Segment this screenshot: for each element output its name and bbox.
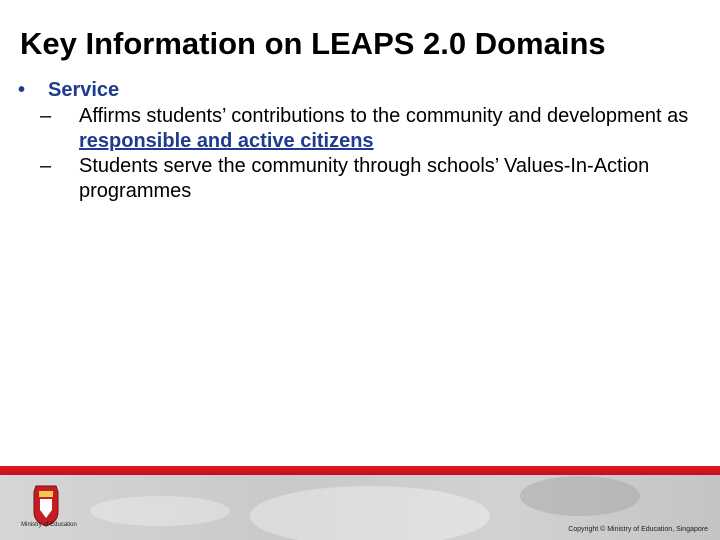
slide-title: Key Information on LEAPS 2.0 Domains	[20, 26, 606, 61]
highlighted-phrase: responsible and active citizens	[79, 130, 374, 152]
moe-logo-icon	[18, 482, 74, 538]
subpoint-values-in-action	[18, 154, 698, 204]
footer-accent-bar	[0, 466, 720, 475]
slide-footer	[0, 466, 720, 540]
slide-content	[18, 76, 698, 204]
bullet-label: Service	[48, 79, 120, 101]
footer-texture	[520, 476, 640, 516]
dash-icon: –	[40, 155, 52, 177]
logo-caption: Ministry of Education	[21, 522, 77, 528]
subpoint-text: Affirms students’ contributions to the community and development as	[79, 105, 689, 127]
subpoint-text: Students serve the community through schools’ Values-In-Action programmes	[79, 155, 650, 202]
subpoint-contributions	[18, 104, 698, 154]
footer-texture	[90, 496, 230, 526]
dash-icon: –	[40, 105, 52, 127]
copyright-notice: Copyright © Ministry of Education, Singapore	[568, 526, 708, 533]
bullet-icon: •	[18, 79, 26, 101]
bullet-service	[18, 76, 698, 104]
footer-texture	[250, 486, 490, 540]
